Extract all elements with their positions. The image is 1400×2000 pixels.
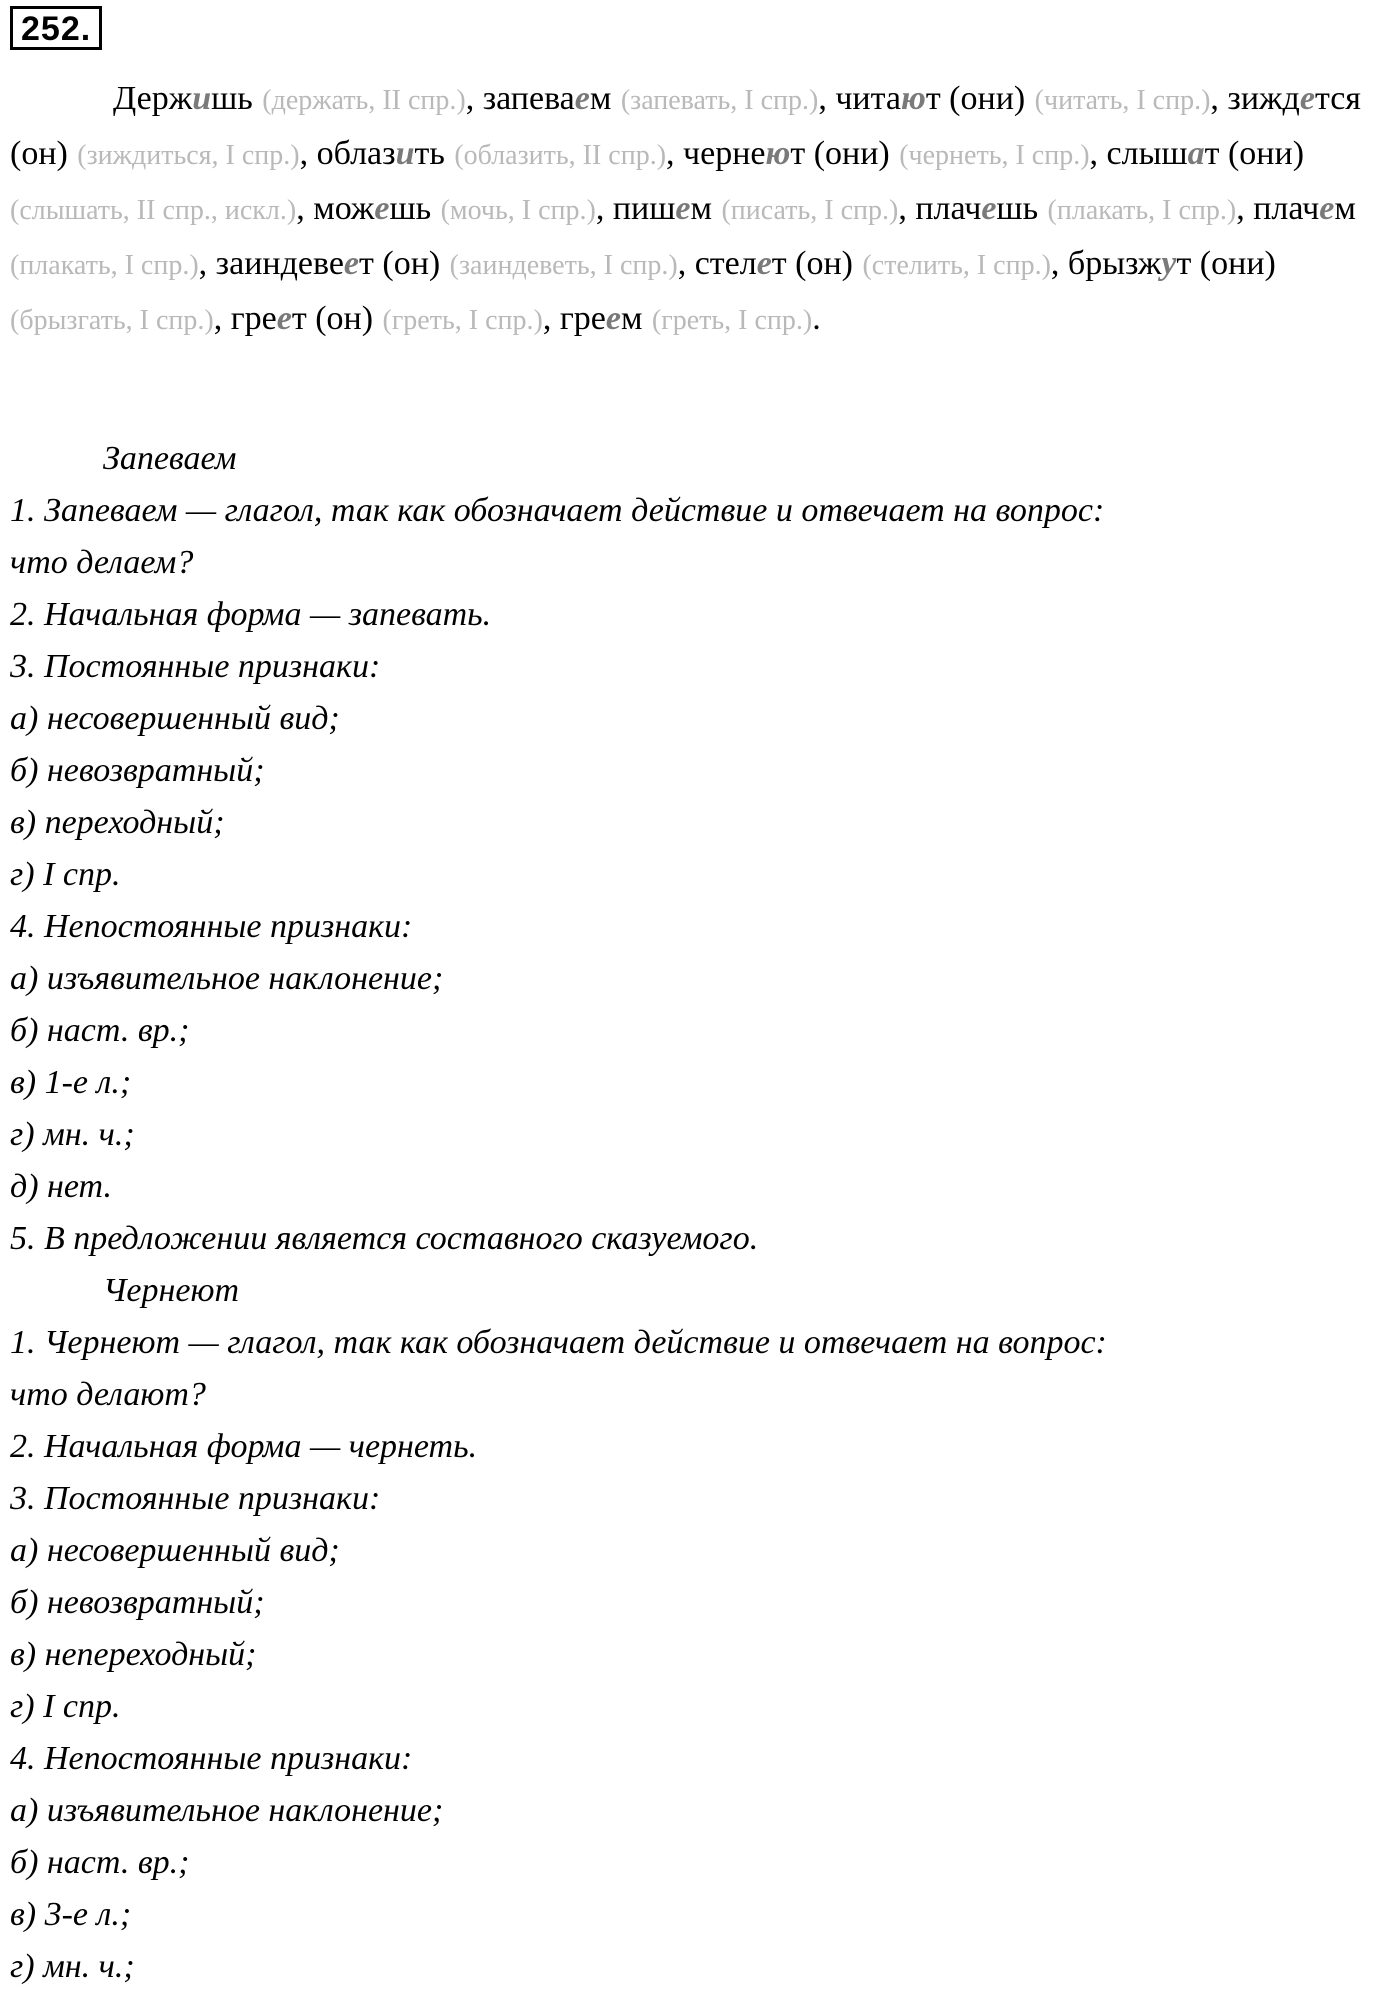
analysis-line: а) несовершенный вид;	[10, 1532, 340, 1569]
morphological-analysis	[10, 433, 1390, 1993]
exercise-number: 252.	[10, 6, 102, 50]
verb-word	[1068, 245, 1276, 282]
verb-suffix: шь	[389, 190, 432, 227]
punctuation: ,	[299, 135, 317, 172]
verb-infinitive-note: (облазить, II спр.)	[454, 140, 667, 171]
verb-suffix: шь	[996, 190, 1039, 227]
punctuation: ,	[1236, 190, 1254, 227]
verb-ending-vowel: е	[276, 300, 292, 337]
verb-word	[915, 190, 1038, 227]
verb-ending-vowel: е	[756, 245, 772, 282]
verb-infinitive-note: (стелить, I спр.)	[862, 250, 1051, 281]
verb-infinitive-note: (чернеть, I спр.)	[899, 140, 1090, 171]
verb-suffix: м	[620, 300, 643, 337]
analysis-line: г) мн. ч.;	[10, 1948, 135, 1985]
verb-infinitive-note: (плакать, I спр.)	[10, 250, 199, 281]
verb-word	[683, 135, 890, 172]
verb-infinitive-note: (брызгать, I спр.)	[10, 305, 214, 336]
punctuation: ,	[898, 190, 916, 227]
verb-ending-vowel: у	[1161, 245, 1177, 282]
verb-infinitive-note: (писать, I спр.)	[721, 195, 899, 226]
verb-stem: заиндеве	[215, 245, 344, 282]
verb-stem: чита	[835, 80, 901, 117]
verb-suffix: т (он)	[359, 245, 441, 282]
analysis-line: что делают?	[10, 1376, 206, 1413]
verb-stem: плач	[1253, 190, 1320, 227]
analysis-line: г) I спр.	[10, 1688, 121, 1725]
verb-infinitive-note: (читать, I спр.)	[1034, 85, 1211, 116]
verb-infinitive-note: (зиждиться, I спр.)	[77, 140, 300, 171]
verb-word	[560, 300, 643, 337]
analysis-line: что делаем?	[10, 544, 194, 581]
verb-stem: черне	[683, 135, 766, 172]
analysis-line: г) I спр.	[10, 856, 121, 893]
analysis-title: Чернеют	[103, 1272, 239, 1309]
verb-suffix: т (они)	[1204, 135, 1305, 172]
analysis-line: 3. Постоянные признаки:	[10, 648, 381, 685]
analysis-line: а) несовершенный вид;	[10, 700, 340, 737]
verb-ending-vowel: ю	[765, 135, 791, 172]
verb-suffix: тся (он)	[10, 80, 1361, 172]
analysis-title: Запеваем	[103, 440, 237, 477]
verb-suffix: т (они)	[790, 135, 890, 172]
verb-stem: пиш	[612, 190, 676, 227]
punctuation: ,	[595, 190, 613, 227]
verb-suffix: ть	[414, 135, 445, 172]
analysis-line: 1. Запеваем — глагол, так как обозначает действие и отвечает на вопрос:	[10, 492, 1105, 529]
analysis-line: д) нет.	[10, 1168, 112, 1205]
verb-stem: брызж	[1067, 245, 1162, 282]
verb-ending-vowel: е	[981, 190, 997, 227]
verb-word	[317, 135, 445, 172]
verb-stem: мож	[313, 190, 375, 227]
verb-infinitive-note: (плакать, I спр.)	[1047, 195, 1237, 226]
punctuation: ,	[666, 135, 684, 172]
verb-infinitive-note: (мочь, I спр.)	[440, 195, 596, 226]
verb-infinitive-note: (слышать, II спр., искл.)	[10, 195, 297, 226]
punctuation: ,	[677, 245, 695, 282]
analysis-line: в) переходный;	[10, 804, 225, 841]
verb-ending-vowel: и	[395, 135, 415, 172]
verb-suffix: м	[589, 80, 612, 117]
verb-suffix: м	[1334, 190, 1356, 227]
verb-ending-vowel: и	[192, 80, 212, 117]
punctuation: .	[812, 300, 821, 337]
verb-conjugation-paragraph	[10, 72, 1380, 347]
analysis-line: 2. Начальная форма — чернеть.	[10, 1428, 478, 1465]
verb-word	[613, 190, 712, 227]
verb-ending-vowel: е	[343, 245, 360, 282]
verb-word	[1253, 190, 1356, 227]
punctuation: ,	[465, 80, 483, 117]
verb-suffix: т (он)	[291, 300, 374, 337]
analysis-line: 5. В предложении является составного сказуемого.	[10, 1220, 759, 1257]
analysis-line: а) изъявительное наклонение;	[10, 1792, 444, 1829]
analysis-line: б) невозвратный;	[10, 752, 265, 789]
verb-stem: плач	[915, 190, 982, 227]
analysis-line: 2. Начальная форма — запевать.	[10, 596, 492, 633]
verb-ending-vowel: е	[675, 190, 691, 227]
verb-stem: Держ	[113, 80, 193, 117]
verb-stem: стел	[694, 245, 757, 282]
analysis-line: б) наст. вр.;	[10, 1844, 190, 1881]
analysis-line: 4. Непостоянные признаки:	[10, 908, 413, 945]
verb-stem: запева	[482, 80, 575, 117]
verb-word	[216, 245, 441, 282]
analysis-line: 4. Непостоянные признаки:	[10, 1740, 413, 1777]
verb-word	[113, 80, 253, 117]
verb-stem: зижд	[1227, 80, 1300, 117]
analysis-line: б) наст. вр.;	[10, 1012, 190, 1049]
verb-stem: слыш	[1106, 135, 1188, 172]
analysis-line: в) непереходный;	[10, 1636, 257, 1673]
punctuation: ,	[1089, 135, 1107, 172]
analysis-line: в) 1-е л.;	[10, 1064, 132, 1101]
verb-ending-vowel: е	[374, 190, 390, 227]
punctuation: ,	[1210, 80, 1228, 117]
verb-infinitive-note: (держать, II спр.)	[262, 85, 466, 116]
verb-ending-vowel: е	[605, 300, 621, 337]
analysis-line: а) изъявительное наклонение;	[10, 960, 444, 997]
verb-ending-vowel: е	[1319, 190, 1335, 227]
verb-word	[483, 80, 612, 117]
verb-stem: облаз	[316, 135, 396, 172]
verb-word	[313, 190, 431, 227]
verb-ending-vowel: е	[574, 80, 590, 117]
verb-infinitive-note: (греть, I спр.)	[651, 305, 813, 336]
analysis-line: в) 3-е л.;	[10, 1896, 132, 1933]
punctuation: ,	[542, 300, 560, 337]
verb-word	[231, 300, 373, 337]
verb-infinitive-note: (запевать, I спр.)	[620, 85, 819, 116]
punctuation: ,	[213, 300, 231, 337]
analysis-line: г) мн. ч.;	[10, 1116, 135, 1153]
verb-suffix: м	[690, 190, 713, 227]
analysis-line: 3. Постоянные признаки:	[10, 1480, 381, 1517]
punctuation: ,	[818, 80, 836, 117]
verb-stem: гре	[559, 300, 606, 337]
verb-ending-vowel: ю	[900, 80, 926, 117]
analysis-line: 1. Чернеют — глагол, так как обозначает действие и отвечает на вопрос:	[10, 1324, 1107, 1361]
analysis-line: б) невозвратный;	[10, 1584, 265, 1621]
verb-suffix: шь	[211, 80, 253, 117]
verb-word	[695, 245, 853, 282]
verb-infinitive-note: (греть, I спр.)	[382, 305, 543, 336]
verb-word	[835, 80, 1025, 117]
punctuation: ,	[198, 245, 216, 282]
punctuation: ,	[1050, 245, 1068, 282]
verb-infinitive-note: (заиндеветь, I спр.)	[449, 250, 678, 281]
punctuation: ,	[296, 190, 314, 227]
verb-ending-vowel: е	[1299, 80, 1315, 117]
verb-stem: гре	[230, 300, 277, 337]
verb-word	[1107, 135, 1305, 172]
verb-ending-vowel: а	[1187, 135, 1205, 172]
verb-suffix: т (они)	[1176, 245, 1276, 282]
verb-suffix: т (они)	[925, 80, 1026, 117]
verb-suffix: т (он)	[771, 245, 853, 282]
